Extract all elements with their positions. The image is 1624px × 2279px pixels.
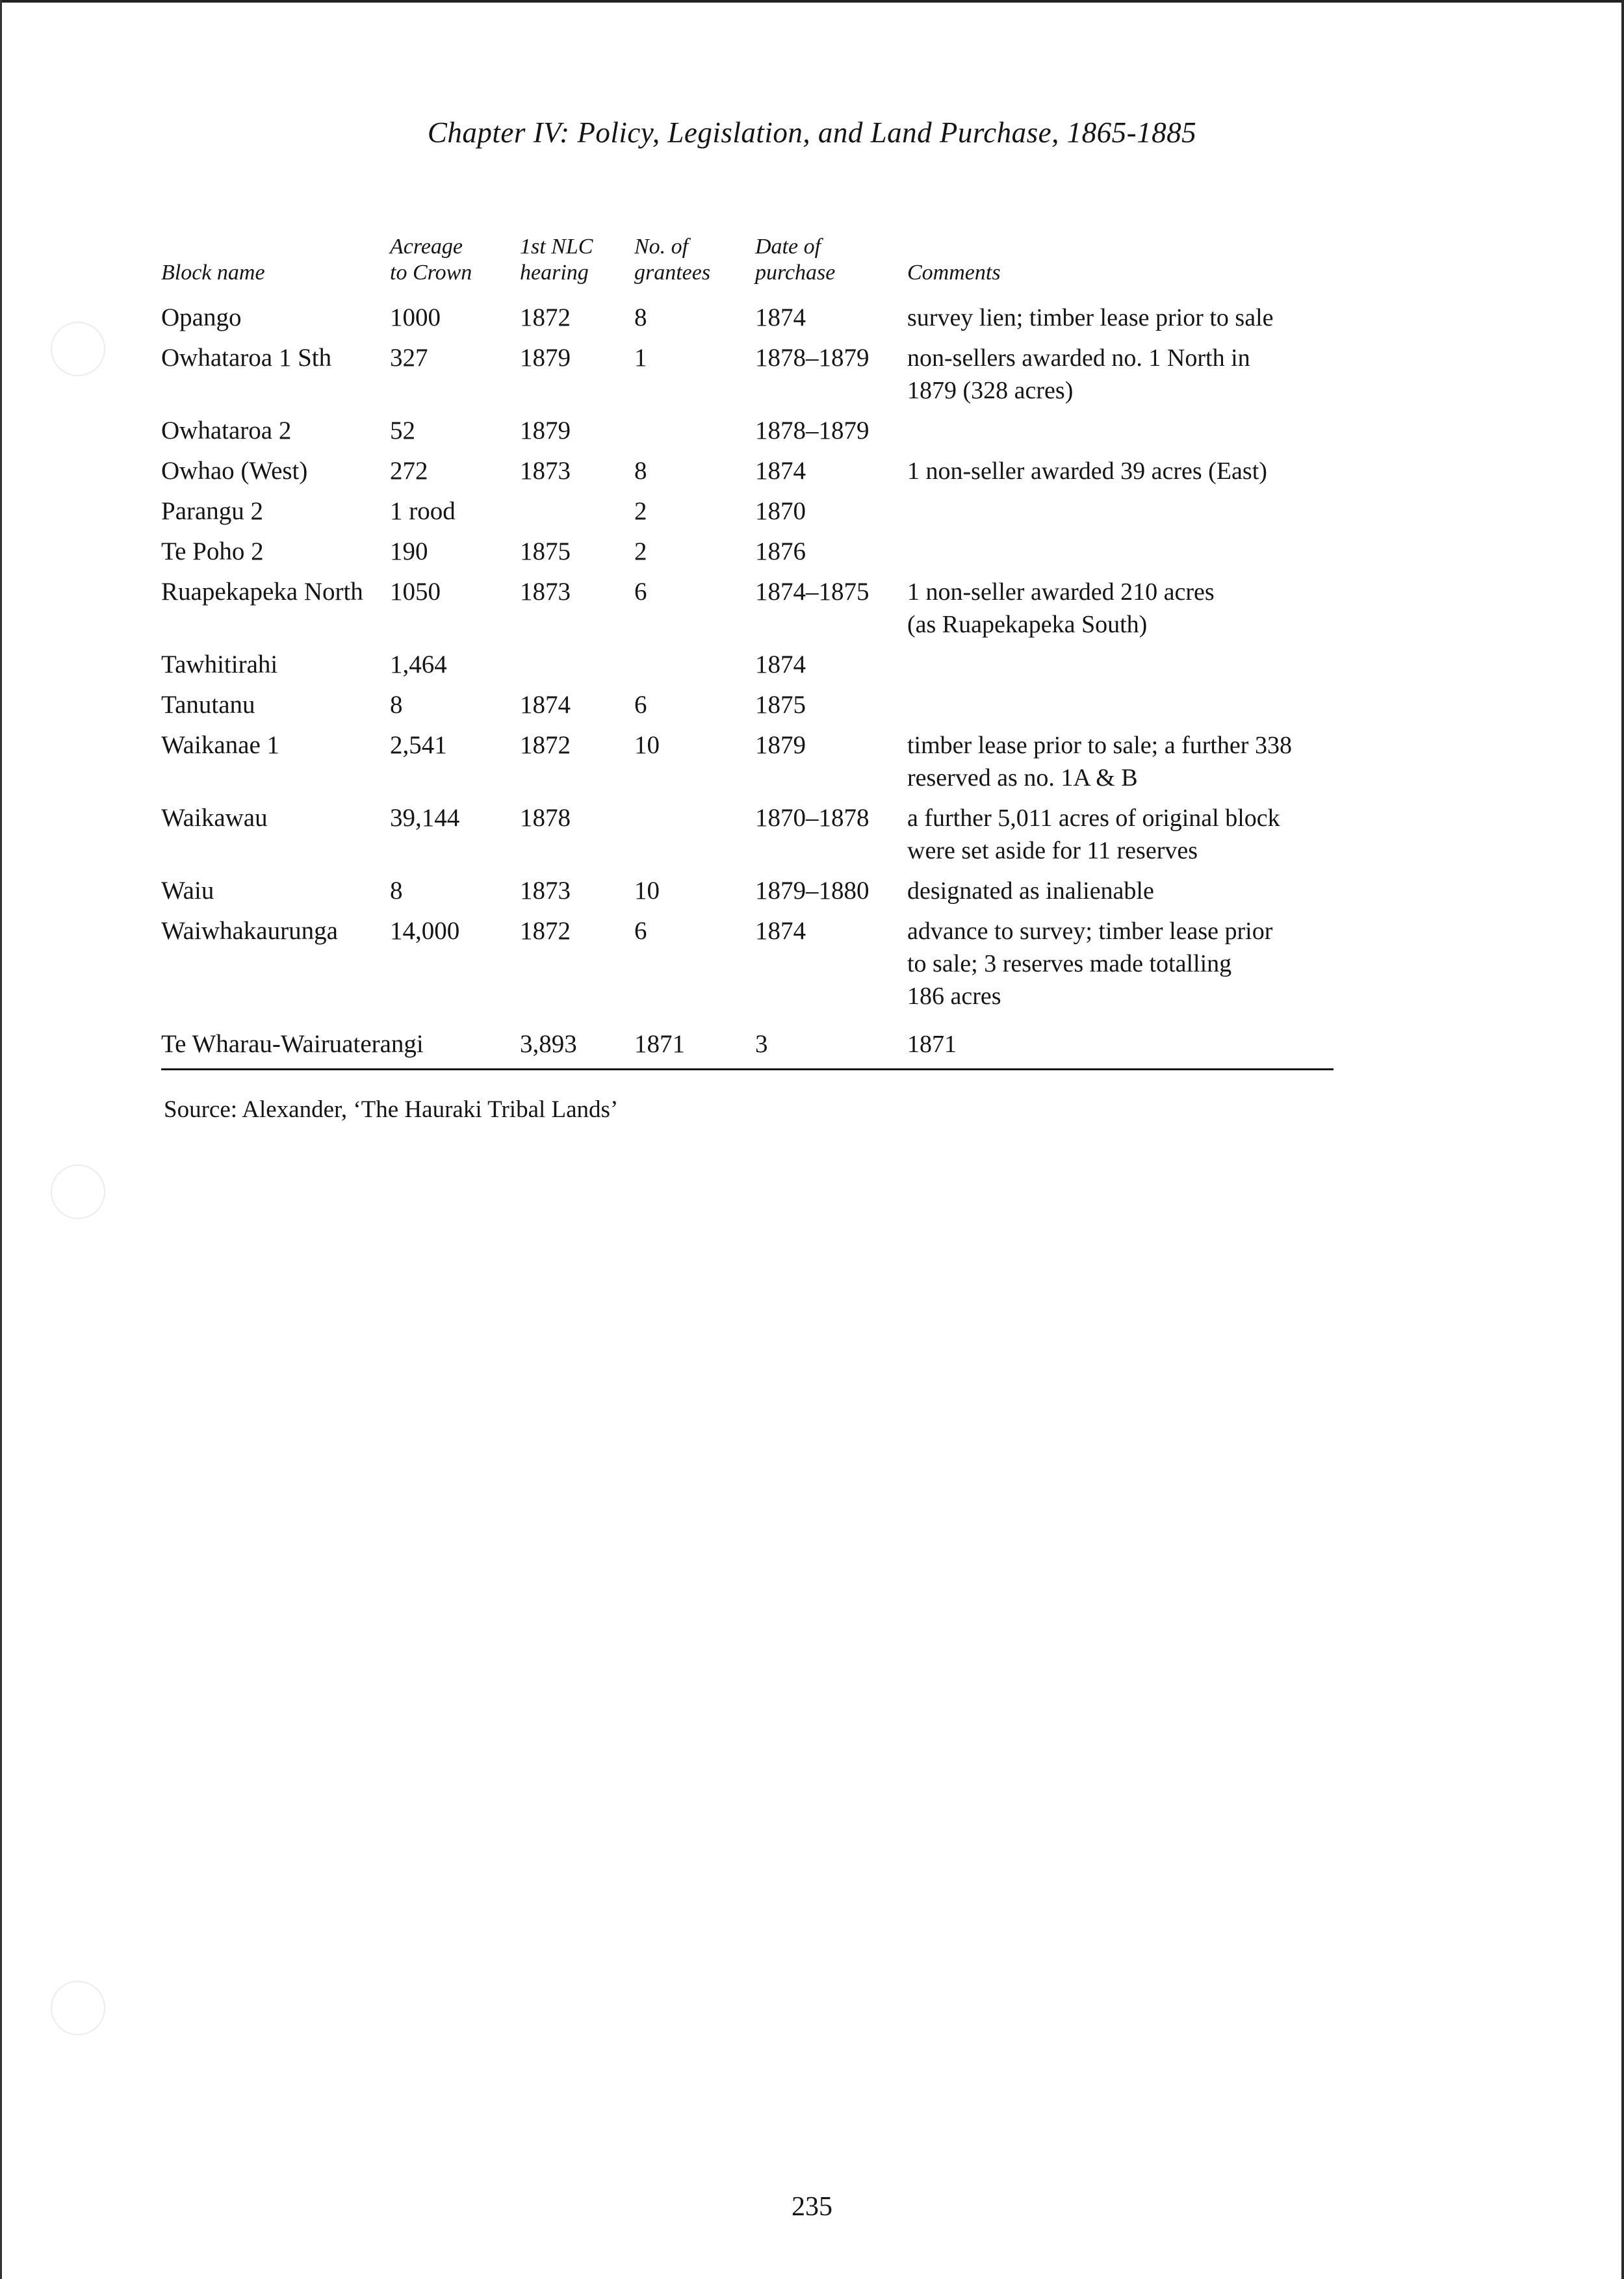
- table-row: [161, 491, 1334, 532]
- column-header-comments: Comments: [907, 261, 1001, 285]
- block-name-cell: Tanutanu: [161, 691, 255, 719]
- purchase-date-cell: 1874: [755, 917, 806, 945]
- acreage-cell: 39,144: [390, 804, 460, 832]
- block-name-cell: Te Wharau-Wairuaterangi: [161, 1016, 520, 1070]
- purchase-date-cell: 1878–1879: [755, 417, 870, 444]
- acreage-cell: 327: [390, 344, 428, 372]
- nlc-hearing-cell: 1879: [520, 417, 571, 444]
- comments-cell: designated as inalienable: [907, 877, 1154, 905]
- acreage-cell: 1050: [390, 578, 441, 606]
- grantees-cell: [634, 798, 755, 871]
- table-row: [161, 298, 1334, 338]
- table-row: [161, 451, 1334, 491]
- purchase-date-cell: 1875: [755, 691, 806, 719]
- table-row: [161, 1016, 1334, 1070]
- comments-cell: 1 non-seller awarded 39 acres (East): [907, 457, 1267, 485]
- purchase-date-cell: 1878–1879: [755, 344, 870, 372]
- acreage-cell: 8: [390, 877, 403, 905]
- nlc-hearing-cell: 1875: [520, 537, 571, 565]
- block-name-cell: Opango: [161, 303, 242, 331]
- page-number: 235: [792, 2192, 832, 2222]
- block-name-cell: Waikanae 1: [161, 731, 280, 759]
- table-row: [161, 645, 1334, 685]
- table-row: [161, 871, 1334, 911]
- purchase-date-cell: 1876: [755, 537, 806, 565]
- acreage-cell: 1000: [390, 303, 441, 331]
- nlc-hearing-cell: 1872: [520, 731, 571, 759]
- purchase-date-cell: 1874: [755, 457, 806, 485]
- purchase-date-cell: 1874: [755, 650, 806, 678]
- grantees-cell: 6: [634, 578, 647, 606]
- acreage-cell: 190: [390, 537, 428, 565]
- grantees-cell: 8: [634, 457, 647, 485]
- grantees-cell: 6: [634, 691, 647, 719]
- comments-cell: [907, 532, 1334, 572]
- nlc-hearing-cell: 1872: [520, 303, 571, 331]
- block-name-cell: Owhao (West): [161, 457, 308, 485]
- punch-hole-mark: [51, 322, 105, 376]
- acreage-cell: 1,464: [390, 650, 447, 678]
- column-header-purchase-date: Date of purchase: [755, 235, 836, 285]
- grantees-cell: 10: [634, 731, 660, 759]
- nlc-hearing-cell: 1873: [520, 877, 571, 905]
- block-name-cell: Owhataroa 2: [161, 417, 292, 444]
- nlc-hearing-cell: [520, 491, 634, 532]
- comments-cell: [907, 645, 1334, 685]
- grantees-cell: 2: [634, 537, 647, 565]
- comments-cell: advance to survey; timber lease prior to sale; 3 reserves made totalling 186 acres: [907, 918, 1273, 1010]
- block-name-cell: Parangu 2: [161, 497, 264, 525]
- purchase-date-cell: 1871: [907, 1016, 1334, 1070]
- acreage-cell: 3,893: [520, 1016, 634, 1070]
- nlc-hearing-cell: 1878: [520, 804, 571, 832]
- nlc-hearing-cell: 1871: [634, 1016, 755, 1070]
- nlc-hearing-cell: 1873: [520, 578, 571, 606]
- chapter-header: Chapter IV: Policy, Legislation, and Land Purchase, 1865-1885: [427, 116, 1197, 149]
- table-row: [161, 685, 1334, 725]
- scan-edge-left: [0, 0, 2, 2279]
- land-purchase-table: [161, 234, 1334, 1070]
- comments-cell: survey lien; timber lease prior to sale: [907, 304, 1274, 331]
- grantees-cell: 1: [634, 344, 647, 372]
- purchase-date-cell: 1870: [755, 497, 806, 525]
- comments-cell: a further 5,011 acres of original block were set aside for 11 reserves: [907, 805, 1280, 864]
- comments-cell: [907, 411, 1334, 451]
- block-name-cell: Waiu: [161, 877, 214, 905]
- table-row: [161, 725, 1334, 798]
- acreage-cell: 272: [390, 457, 428, 485]
- nlc-hearing-cell: 1874: [520, 691, 571, 719]
- nlc-hearing-cell: 1872: [520, 917, 571, 945]
- column-header-acreage: Acreage to Crown: [390, 235, 472, 285]
- grantees-cell: 3: [755, 1016, 907, 1070]
- nlc-hearing-cell: [520, 645, 634, 685]
- purchase-date-cell: 1874–1875: [755, 578, 870, 606]
- purchase-date-cell: 1879–1880: [755, 877, 870, 905]
- table-row: [161, 798, 1334, 871]
- grantees-cell: [634, 645, 755, 685]
- comments-cell: non-sellers awarded no. 1 North in 1879 (328 acres): [907, 344, 1250, 404]
- punch-hole-mark: [51, 1981, 105, 2035]
- acreage-cell: 8: [390, 691, 403, 719]
- column-header-nlc-hearing: 1st NLC hearing: [520, 235, 593, 285]
- source-note: Source: Alexander, ‘The Hauraki Tribal Lands’: [164, 1096, 619, 1123]
- table-row: [161, 532, 1334, 572]
- nlc-hearing-cell: 1873: [520, 457, 571, 485]
- grantees-cell: [634, 411, 755, 451]
- block-name-cell: Ruapekapeka North: [161, 578, 363, 606]
- punch-hole-mark: [51, 1165, 105, 1219]
- acreage-cell: 14,000: [390, 917, 460, 945]
- grantees-cell: 2: [634, 497, 647, 525]
- block-name-cell: Waikawau: [161, 804, 268, 832]
- acreage-cell: 1 rood: [390, 497, 456, 525]
- table-row: [161, 572, 1334, 645]
- block-name-cell: Tawhitirahi: [161, 650, 278, 678]
- purchase-date-cell: 1874: [755, 303, 806, 331]
- block-name-cell: Te Poho 2: [161, 537, 264, 565]
- comments-cell: timber lease prior to sale; a further 338 reserved as no. 1A & B: [907, 732, 1292, 792]
- comments-cell: [907, 491, 1334, 532]
- table-row: [161, 911, 1334, 1016]
- comments-cell: [907, 685, 1334, 725]
- column-header-block-name: Block name: [161, 261, 265, 285]
- purchase-date-cell: 1879: [755, 731, 806, 759]
- table-row: [161, 411, 1334, 451]
- block-name-cell: Waiwhakaurunga: [161, 917, 338, 945]
- grantees-cell: 6: [634, 917, 647, 945]
- column-header-grantees: No. of grantees: [634, 235, 711, 285]
- scan-edge-right: [1621, 0, 1624, 2279]
- table-header-row: [161, 234, 1334, 298]
- acreage-cell: 2,541: [390, 731, 447, 759]
- grantees-cell: 8: [634, 303, 647, 331]
- purchase-date-cell: 1870–1878: [755, 804, 870, 832]
- grantees-cell: 10: [634, 877, 660, 905]
- table-row: [161, 338, 1334, 411]
- acreage-cell: 52: [390, 417, 415, 444]
- scan-edge-top: [0, 0, 1624, 3]
- nlc-hearing-cell: 1879: [520, 344, 571, 372]
- block-name-cell: Owhataroa 1 Sth: [161, 344, 332, 372]
- comments-cell: 1 non-seller awarded 210 acres (as Ruapekapeka South): [907, 578, 1215, 638]
